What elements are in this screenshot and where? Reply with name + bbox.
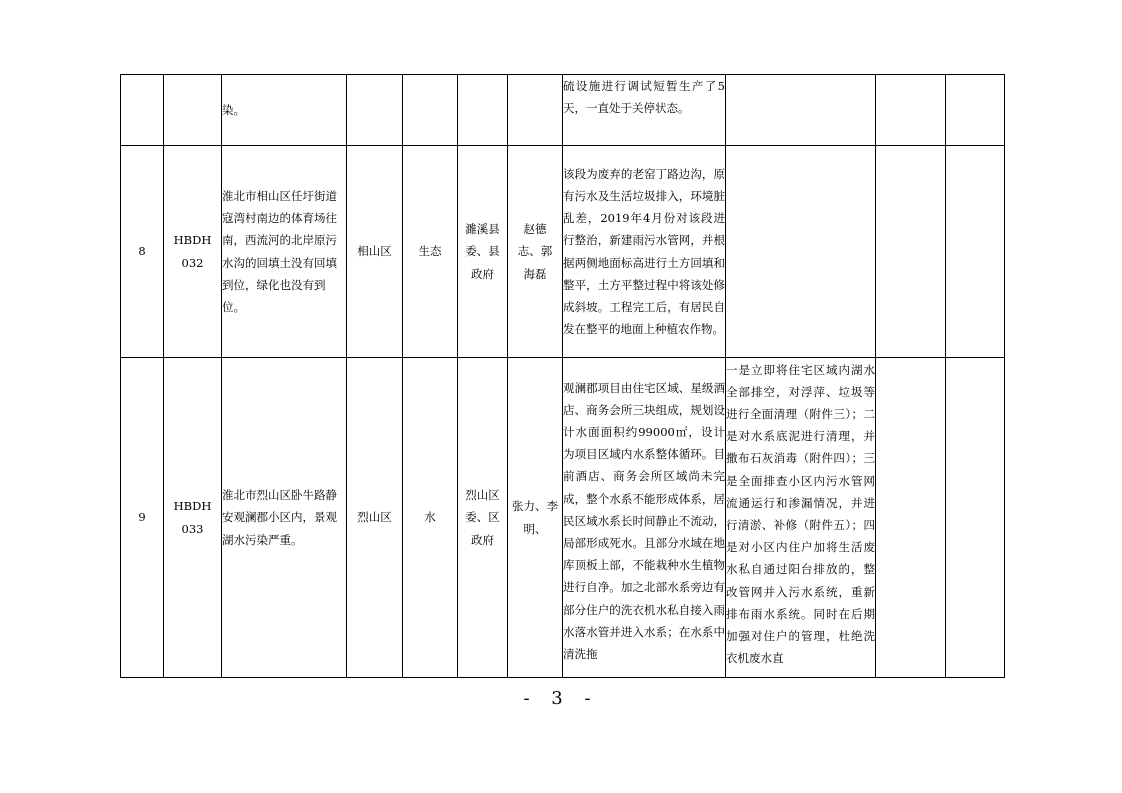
empty-cell	[876, 75, 946, 146]
pollution-type: 生态	[403, 146, 458, 358]
case-code-text: HBDH033	[173, 499, 212, 536]
responsible-person: 赵德志、郭海磊	[508, 146, 563, 358]
row-number: 9	[121, 358, 164, 678]
empty-cell	[946, 146, 1005, 358]
measures-text: 一是立即将住宅区域内湖水全部排空，对浮萍、垃圾等进行全面清理（附件三）；二是对水系底泥进行清理，并撒布石灰消毒（附件四）；三是全面排查小区内污水管网流通运行和渗漏情况，并进行清淤、补修（附件五）；四是对小区内住户加将生活废水私自通过阳台排放的，整改管网并入污水系统，重新排布雨水系统。同时在后期加强对住户的管理，杜绝洗衣机废水直	[726, 362, 875, 666]
empty-cell	[946, 75, 1005, 146]
rectification-table	[120, 74, 1005, 678]
status-text: 观澜郡项目由住宅区域、星级酒店、商务会所三块组成，规划设计水面面积约99000㎡，设计为项目区域内水系整体循环。目前酒店、商务会所区域尚未完成，整个水系不能形成体系，居民区域水系长时间静止不流动，局部形成死水。且部分水域在地库顶板上部，不能栽种水生植物进行自净。加之北部水系旁边有部分住户的洗衣机水私自接入雨水落水管并进入水系；在水系中清洗拖	[563, 380, 725, 661]
empty-cell	[876, 146, 946, 358]
empty-cell	[876, 358, 946, 678]
case-code	[164, 358, 222, 678]
case-code	[164, 75, 222, 146]
case-code-text: HBDH032	[173, 233, 212, 270]
complaint-description: 淮北市相山区任圩街道寇湾村南边的体育场往南，西流河的北岸原污水沟的回填土没有回填到位，绿化也没有到位。	[222, 146, 347, 358]
row-number: 8	[121, 146, 164, 358]
responsible-person: 张力、李明、	[508, 358, 563, 678]
complaint-description: 染。	[222, 75, 347, 146]
table-row	[121, 75, 1005, 146]
investigation-status	[563, 358, 726, 678]
district: 烈山区	[347, 358, 403, 678]
table-row	[121, 146, 1005, 358]
responsible-person	[508, 75, 563, 146]
rectification-measures	[726, 146, 876, 358]
row-number	[121, 75, 164, 146]
table-row	[121, 358, 1005, 678]
investigation-status: 硫设施进行调试短暂生产了5天，一直处于关停状态。	[563, 75, 726, 146]
responsible-unit: 烈山区委、区政府	[458, 358, 508, 678]
rectification-measures	[726, 358, 876, 678]
district: 相山区	[347, 146, 403, 358]
responsible-unit	[458, 75, 508, 146]
empty-cell	[946, 358, 1005, 678]
pollution-type: 水	[403, 358, 458, 678]
case-code	[164, 146, 222, 358]
investigation-status: 该段为废弃的老窑丁路边沟，原有污水及生活垃圾排入，环境脏乱差，2019年4月份对该段进行整治，新建雨污水管网，并根据两侧地面标高进行土方回填和整平，土方平整过程中将该处修成斜坡。工程完工后，有居民自发在整平的地面上种植农作物。	[563, 146, 726, 358]
complaint-description: 淮北市烈山区卧牛路静安观澜郡小区内，景观湖水污染严重。	[222, 358, 347, 678]
pollution-type	[403, 75, 458, 146]
responsible-unit: 濉溪县委、县政府	[458, 146, 508, 358]
district	[347, 75, 403, 146]
rectification-measures	[726, 75, 876, 146]
page-number: - 3 -	[523, 688, 599, 709]
